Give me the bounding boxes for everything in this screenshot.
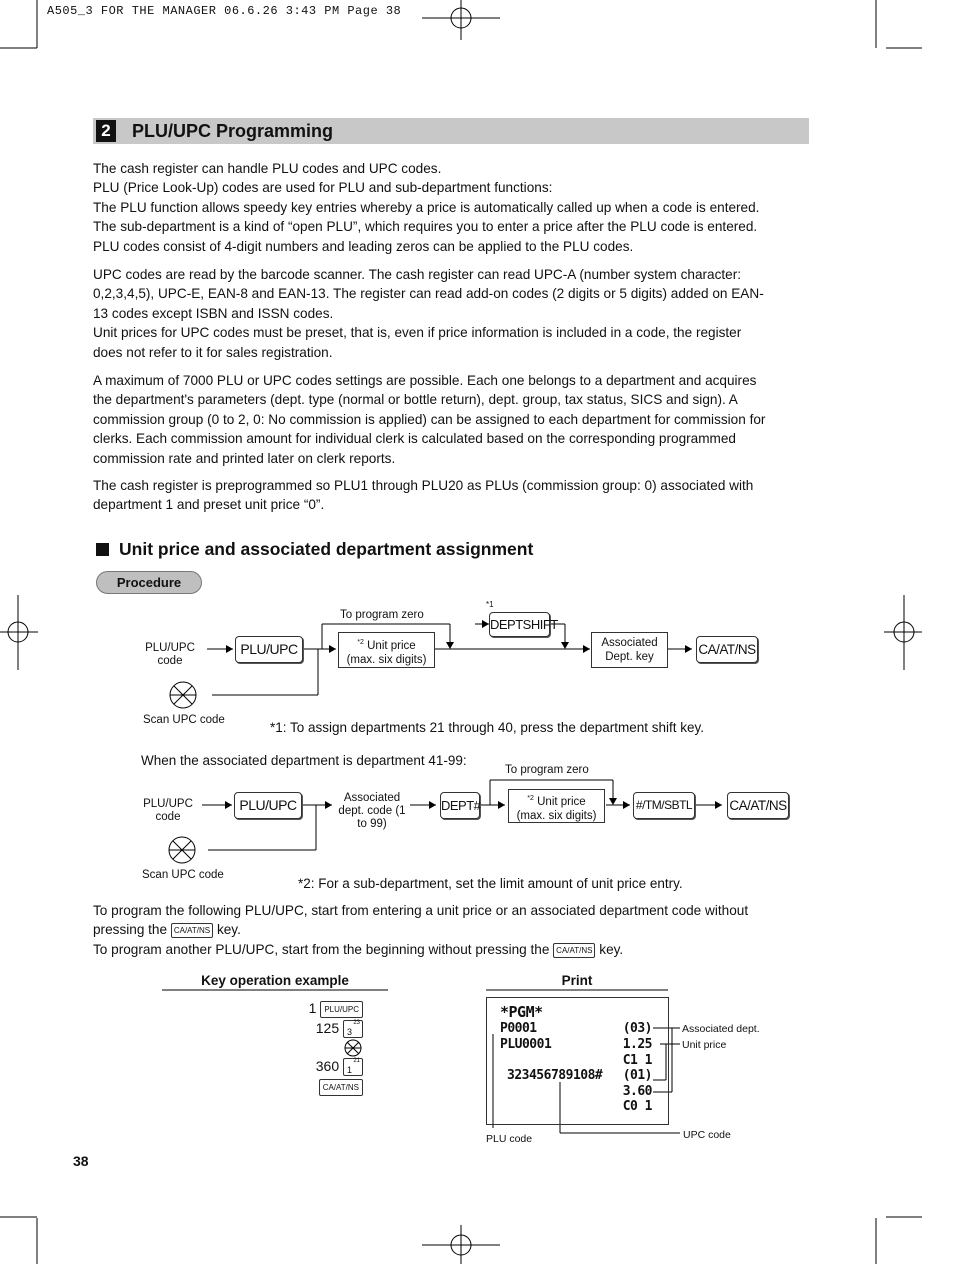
- key-sup: 21: [353, 1058, 360, 1065]
- ca-at-ns-key-2: CA/AT/NS: [727, 792, 789, 819]
- receipt-c-line2: C0 1: [622, 1099, 652, 1114]
- text-line: 0,2,3,4,5), UPC-E, EAN-8 and EAN-13. The register can read add-on codes (2 digits or 5 digits) added on EAN-: [93, 286, 764, 302]
- unit-price-box-2: [508, 789, 605, 823]
- text-line: 13 codes except ISBN and ISSN codes.: [93, 305, 334, 321]
- footnote-ref: *2: [357, 639, 364, 646]
- text-line: To program the following PLU/UPC, start from entering a unit price or an associated department code without: [93, 903, 749, 918]
- receipt-p-code: P0001: [500, 1021, 537, 1036]
- text-line: the department's parameters (dept. type (normal or bottle return), dept. group, tax status, SICS and sign). A: [93, 392, 738, 408]
- footnote-ref: *2: [527, 795, 534, 802]
- text-span: To program another PLU/UPC, start from the beginning without pressing the: [93, 941, 550, 957]
- op-number: 125: [315, 1020, 340, 1036]
- inline-ca-key: CA/AT/NS: [553, 943, 595, 958]
- page-number: 38: [73, 1153, 89, 1169]
- scan-upc-label-2: Scan UPC code: [142, 869, 224, 881]
- tm-sbtl-key: #/TM/SBTL: [633, 792, 695, 819]
- procedure-badge: Procedure: [96, 571, 202, 594]
- key-sup: 23: [353, 1020, 360, 1027]
- footnote-ref-1: *1: [486, 600, 494, 609]
- dept-mini-key: [343, 1020, 363, 1038]
- text-line: PLU codes consist of 4-digit numbers and leading zeros can be applied to the PLU codes.: [93, 238, 634, 254]
- unit-price-label: Unit price: [537, 795, 586, 808]
- text-line: The sub-department is a kind of “open PLU”, which requires you to enter a price after the PLU code is entered.: [93, 219, 758, 235]
- scan-upc-label: Scan UPC code: [143, 714, 225, 726]
- paragraph-3: [93, 371, 813, 468]
- print-header: A505_3 FOR THE MANAGER 06.6.26 3:43 PM Page 38: [47, 4, 402, 18]
- text-line: department 1 and preset unit price “0”.: [93, 497, 325, 513]
- key-main: 3: [347, 1027, 353, 1038]
- text-line: does not refer to it for sales registration.: [93, 344, 333, 360]
- section-number: 2: [96, 120, 116, 142]
- instructions: [93, 901, 813, 959]
- plu-upc-mini-key: PLU/UPC: [320, 1001, 363, 1018]
- footnote-1: *1: To assign departments 21 through 40, press the department shift key.: [270, 720, 705, 735]
- callout-associated-dept: Associated dept.: [682, 1023, 760, 1035]
- unit-price-box: [338, 632, 435, 668]
- unit-price-sub: (max. six digits): [516, 809, 597, 822]
- text-line: UPC codes are read by the barcode scanner. The cash register can read UPC-A (number system character:: [93, 267, 742, 282]
- ca-at-ns-mini-key: CA/AT/NS: [319, 1079, 363, 1096]
- to-program-zero-label: To program zero: [340, 609, 424, 621]
- text-span: pressing the: [93, 922, 168, 938]
- text-line: A maximum of 7000 PLU or UPC codes settings are possible. Each one belongs to a department and acquires: [93, 373, 757, 388]
- text-line: Unit prices for UPC codes must be preset, that is, even if price information is included in a code, the register: [93, 325, 742, 341]
- receipt-dept2: (01): [622, 1068, 652, 1083]
- callout-plu-code: PLU code: [486, 1133, 533, 1145]
- subsection-title: [96, 538, 533, 560]
- paragraph-4: [93, 476, 813, 515]
- callout-unit-price: Unit price: [682, 1039, 727, 1051]
- footnote-2: *2: For a sub-department, set the limit amount of unit price entry.: [298, 876, 683, 891]
- text-line: PLU (Price Look-Up) codes are used for PLU and sub-department functions:: [93, 180, 553, 196]
- to-program-zero-label-2: To program zero: [505, 764, 589, 776]
- text-line: The PLU function allows speedy key entries whereby a price is automatically called up when a code is entered.: [93, 199, 760, 215]
- text-line: commission rate and printed later on clerk reports.: [93, 450, 396, 466]
- key-operation-title: Key operation example: [201, 973, 349, 988]
- text-line: commission group (0 to 2, 0: No commission is applied) can be assigned to each department for commission for: [93, 411, 766, 427]
- receipt-plu-code: PLU0001: [500, 1037, 552, 1052]
- paragraph-2: [93, 265, 813, 362]
- op-row: [200, 1058, 363, 1078]
- receipt-price2: 3.60: [622, 1084, 652, 1099]
- op-row: [200, 1020, 363, 1040]
- callout-upc-code: UPC code: [683, 1129, 731, 1141]
- subsection-title-text: Unit price and associated department assignment: [119, 539, 534, 559]
- text-line: [93, 920, 813, 939]
- key-main: 1: [347, 1065, 353, 1076]
- plu-upc-key: PLU/UPC: [235, 636, 303, 663]
- receipt-c-line1: C1 1: [622, 1053, 652, 1068]
- diagram2-intro: When the associated department is department 41-99:: [141, 753, 467, 768]
- text-line: [93, 940, 813, 959]
- print-title: Print: [561, 973, 593, 988]
- section-title: PLU/UPC Programming: [132, 121, 334, 141]
- text-line: clerks. Each commission amount for individual clerk is calculated based on the corresponding programmed: [93, 431, 736, 447]
- op-number: 360: [315, 1058, 340, 1074]
- paragraph-1: [93, 159, 813, 256]
- square-bullet-icon: [96, 543, 109, 556]
- dept-hash-key: DEPT#: [440, 792, 480, 819]
- inline-ca-key: CA/AT/NS: [171, 923, 213, 938]
- associated-dept-key-box: Associated Dept. key: [591, 632, 668, 668]
- ca-at-ns-key: CA/AT/NS: [696, 636, 758, 663]
- deptshift-key: DEPTSHIFT: [489, 612, 550, 637]
- text-line: The cash register is preprogrammed so PLU1 through PLU20 as PLUs (commission group: 0) associated with: [93, 478, 754, 493]
- associated-dept-code-label: Associated dept. code (1 to 99): [338, 792, 406, 830]
- op-row-scan: [200, 1040, 363, 1058]
- text-line: The cash register can handle PLU codes and UPC codes.: [93, 161, 442, 176]
- receipt-price1: 1.25: [622, 1037, 652, 1052]
- op-row: [200, 1078, 363, 1098]
- dept-mini-key: [343, 1058, 363, 1076]
- receipt-upc: 323456789108#: [507, 1068, 603, 1083]
- text-span: key.: [599, 941, 624, 957]
- plu-code-label: PLU/UPC code: [145, 642, 195, 667]
- op-row: [200, 1000, 363, 1020]
- plu-upc-key-2: PLU/UPC: [234, 792, 302, 819]
- key-operation-list: [200, 1000, 363, 1098]
- unit-price-sub: (max. six digits): [346, 653, 427, 666]
- op-number: 1: [308, 1000, 317, 1016]
- plu-code-label-2: PLU/UPC code: [143, 798, 193, 823]
- receipt-dept1: (03): [622, 1021, 652, 1036]
- text-span: key.: [216, 922, 241, 938]
- unit-price-label: Unit price: [367, 639, 416, 652]
- receipt-pgm: *PGM*: [500, 1003, 543, 1021]
